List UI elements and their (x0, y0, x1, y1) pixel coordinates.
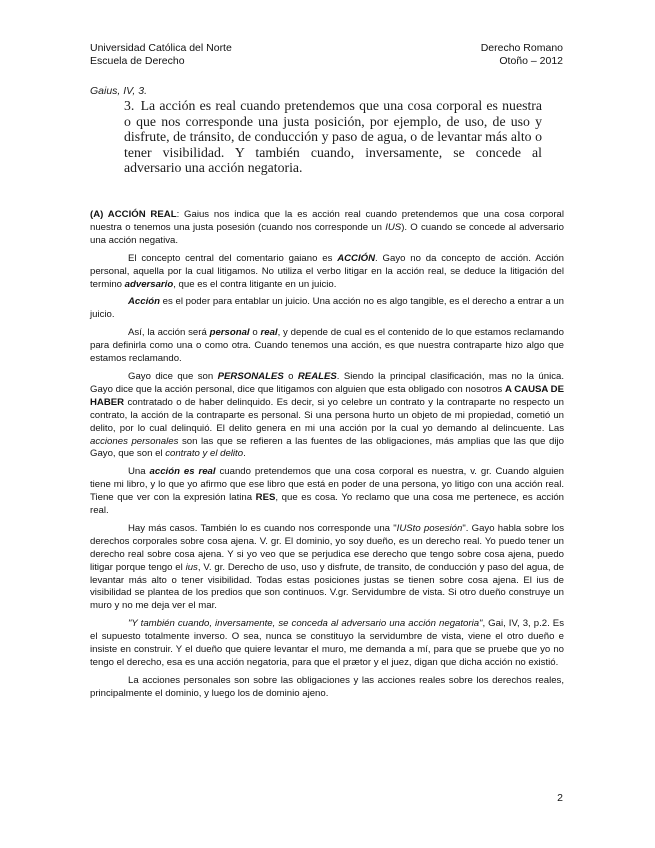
text-span: ". Gayo habla sobre los derechos corporales sobre cosa ajena. V. gr. El dominio, yo soy dueño, es un derecho real. Yo puedo tener un derecho real sobre cosa ajena. Y si yo veo que se perjudica ese derecho que tengo sobre cosa ajena, puedo litigar porque tengo el (90, 522, 564, 573)
paragraph-accion-real (90, 209, 564, 248)
text-span: ). O cuando se concede al adversario una acción negativa. (90, 221, 564, 246)
emphasis-term: PERSONALES (217, 370, 284, 382)
paragraph-conclusion (90, 675, 564, 701)
italic-quote: "Y también cuando, inversamente, se conceda al adversario una acción negatoria" (128, 618, 483, 630)
emphasis-term: A CAUSA DE HABER (90, 383, 564, 408)
text-span: , V. gr. Derecho de uso, uso y disfrute, de transito, de conducción y paso del agua, de levantar más alto o tener visibilidad. Todas estas posiciones justas se tienen sobre cosa ajena. El ius de visibilidad se plantea de los predios que son continuos. V.gr. Servidumbre de vista. Si otro dueño construye un muro y no me deja ver el mar. (90, 561, 565, 612)
emphasis-term: personal (209, 327, 250, 339)
text-span: , y depende de cual es el contenido de lo que estamos reclamando para definirla como una o como otra. Cuando tenemos una acción, es que nuestra contraparte hizo algo que estamos reclamando. (90, 327, 564, 365)
italic-term: IUSto posesión (396, 522, 463, 534)
emphasis-term: REALES (297, 370, 337, 382)
text-span: contratado o de haber delinquido. Es decir, si yo celebre un contrato y la contraparte no respecto un contrato, la acción de la contraparte es personal. Si una persona hurto un objeto de mi propiedad, cometió un delito, por lo cual delinquió. El delito genera en mi una acción por la cual yo demando al delincuente. Las (90, 396, 564, 434)
header-right (481, 42, 563, 68)
text-span: es el poder para entablar un juicio. Una acción no es algo tangible, es el derecho a entrar a un juicio. (90, 296, 564, 321)
text-span: El concepto central del comentario gaiano es (128, 252, 338, 264)
italic-term: IUS (385, 221, 402, 233)
text-span: . (243, 448, 246, 460)
university-name: Universidad Católica del Norte (90, 42, 232, 54)
emphasis-term: Acción (128, 296, 160, 308)
emphasis-term: RES (255, 492, 276, 504)
quote-number: 3. (124, 98, 135, 113)
semester: Otoño – 2012 (499, 55, 563, 67)
emphasis-term: real (260, 327, 278, 339)
emphasis-term: ACCIÓN (337, 252, 376, 264)
paragraph-clasificacion (90, 371, 564, 461)
paragraph-concepto (90, 253, 564, 292)
course-name: Derecho Romano (480, 42, 563, 54)
text-span: La acciones personales son sobre las obligaciones y las acciones reales sobre los derechos reales, principalmente el dominio, y luego los de dominio ajeno. (90, 674, 564, 699)
school-name: Escuela de Derecho (90, 55, 185, 67)
text-span: Gayo dice que son (128, 370, 218, 382)
paragraph-negatoria (90, 618, 564, 670)
text-span: . Siendo la principal clasificación, mas no la única. Gayo dice que la acción personal, dice que litigamos con alguien que esta obligado con nosotros (90, 370, 564, 395)
italic-term: ius (185, 561, 198, 573)
paragraph-accion-poder (90, 296, 564, 322)
paragraph-mas-casos (90, 523, 564, 613)
header-left (90, 42, 232, 68)
text-span: , que es el contra litigante en un juicio. (173, 278, 337, 290)
gaius-reference: Gaius, IV, 3. (90, 85, 147, 97)
text-span: , que es cosa. Yo reclamo que una cosa me pertenece, es acción real. (90, 492, 564, 517)
text-span: , Gai, IV, 3, p.2. Es el supuesto totalmente inverso. O sea, nunca se constituyo la servidumbre de vista, viene el otro dueño e insiste en construir. Y el dueño que quiere levantar el muro, me demanda a mí, para que se pruebe que yo no tengo el derecho, esa es una acción negatoria, para que el prætor y el juez, digan que dicha acción no existió. (90, 618, 564, 668)
quote-text: La acción es real cuando pretendemos que una cosa corporal es nuestra o que nos corresponde una justa posición, por ejemplo, de uso, de uso y disfrute, de tránsito, de conducción y paso de agua, o de levantar más alto o tener visibilidad. Y también cuando, inversamente, se concede al adversario una acción negatoria. (124, 98, 542, 176)
emphasis-term: adversario (124, 278, 174, 290)
text-span: o (249, 327, 261, 339)
body-text (90, 209, 564, 706)
text-span: Hay más casos. También lo es cuando nos corresponde una " (128, 522, 397, 534)
page-number: 2 (557, 792, 563, 804)
paragraph-personal-real (90, 327, 564, 366)
text-span: . Gayo no da concepto de acción. Acción personal, aquella por la cual litigamos. No utiliza el verbo litigar en la acción real, se deduce la litigación del termino (90, 252, 564, 290)
section-heading: (A) ACCIÓN REAL (90, 209, 177, 220)
text-span: : Gaius nos indica que la es acción real cuando pretendemos que una cosa corporal nuestra o tenemos una justa posesión (cuando nos corresponde un (90, 209, 565, 233)
emphasis-term: acción es real (149, 466, 216, 478)
text-span: Así, la acción será (128, 327, 210, 339)
paragraph-accion-es-real (90, 466, 564, 518)
text-span: Una (128, 466, 150, 478)
text-span: son las que se refieren a las fuentes de las obligaciones, más amplias que las que dijo Gayo, que son el (90, 435, 564, 460)
text-span: cuando pretendemos que una cosa corporal es nuestra, v. gr. Cuando alguien tiene mi libro, y lo que yo afirmo que ese libro que está en poder de una persona, yo litigo con una acción real. Tiene que ver con la expresión latina (90, 466, 564, 504)
italic-term: acciones personales (90, 435, 179, 447)
italic-term: contrato y el delito (165, 448, 244, 460)
text-span: o (283, 370, 298, 382)
gaius-quote (124, 98, 542, 176)
